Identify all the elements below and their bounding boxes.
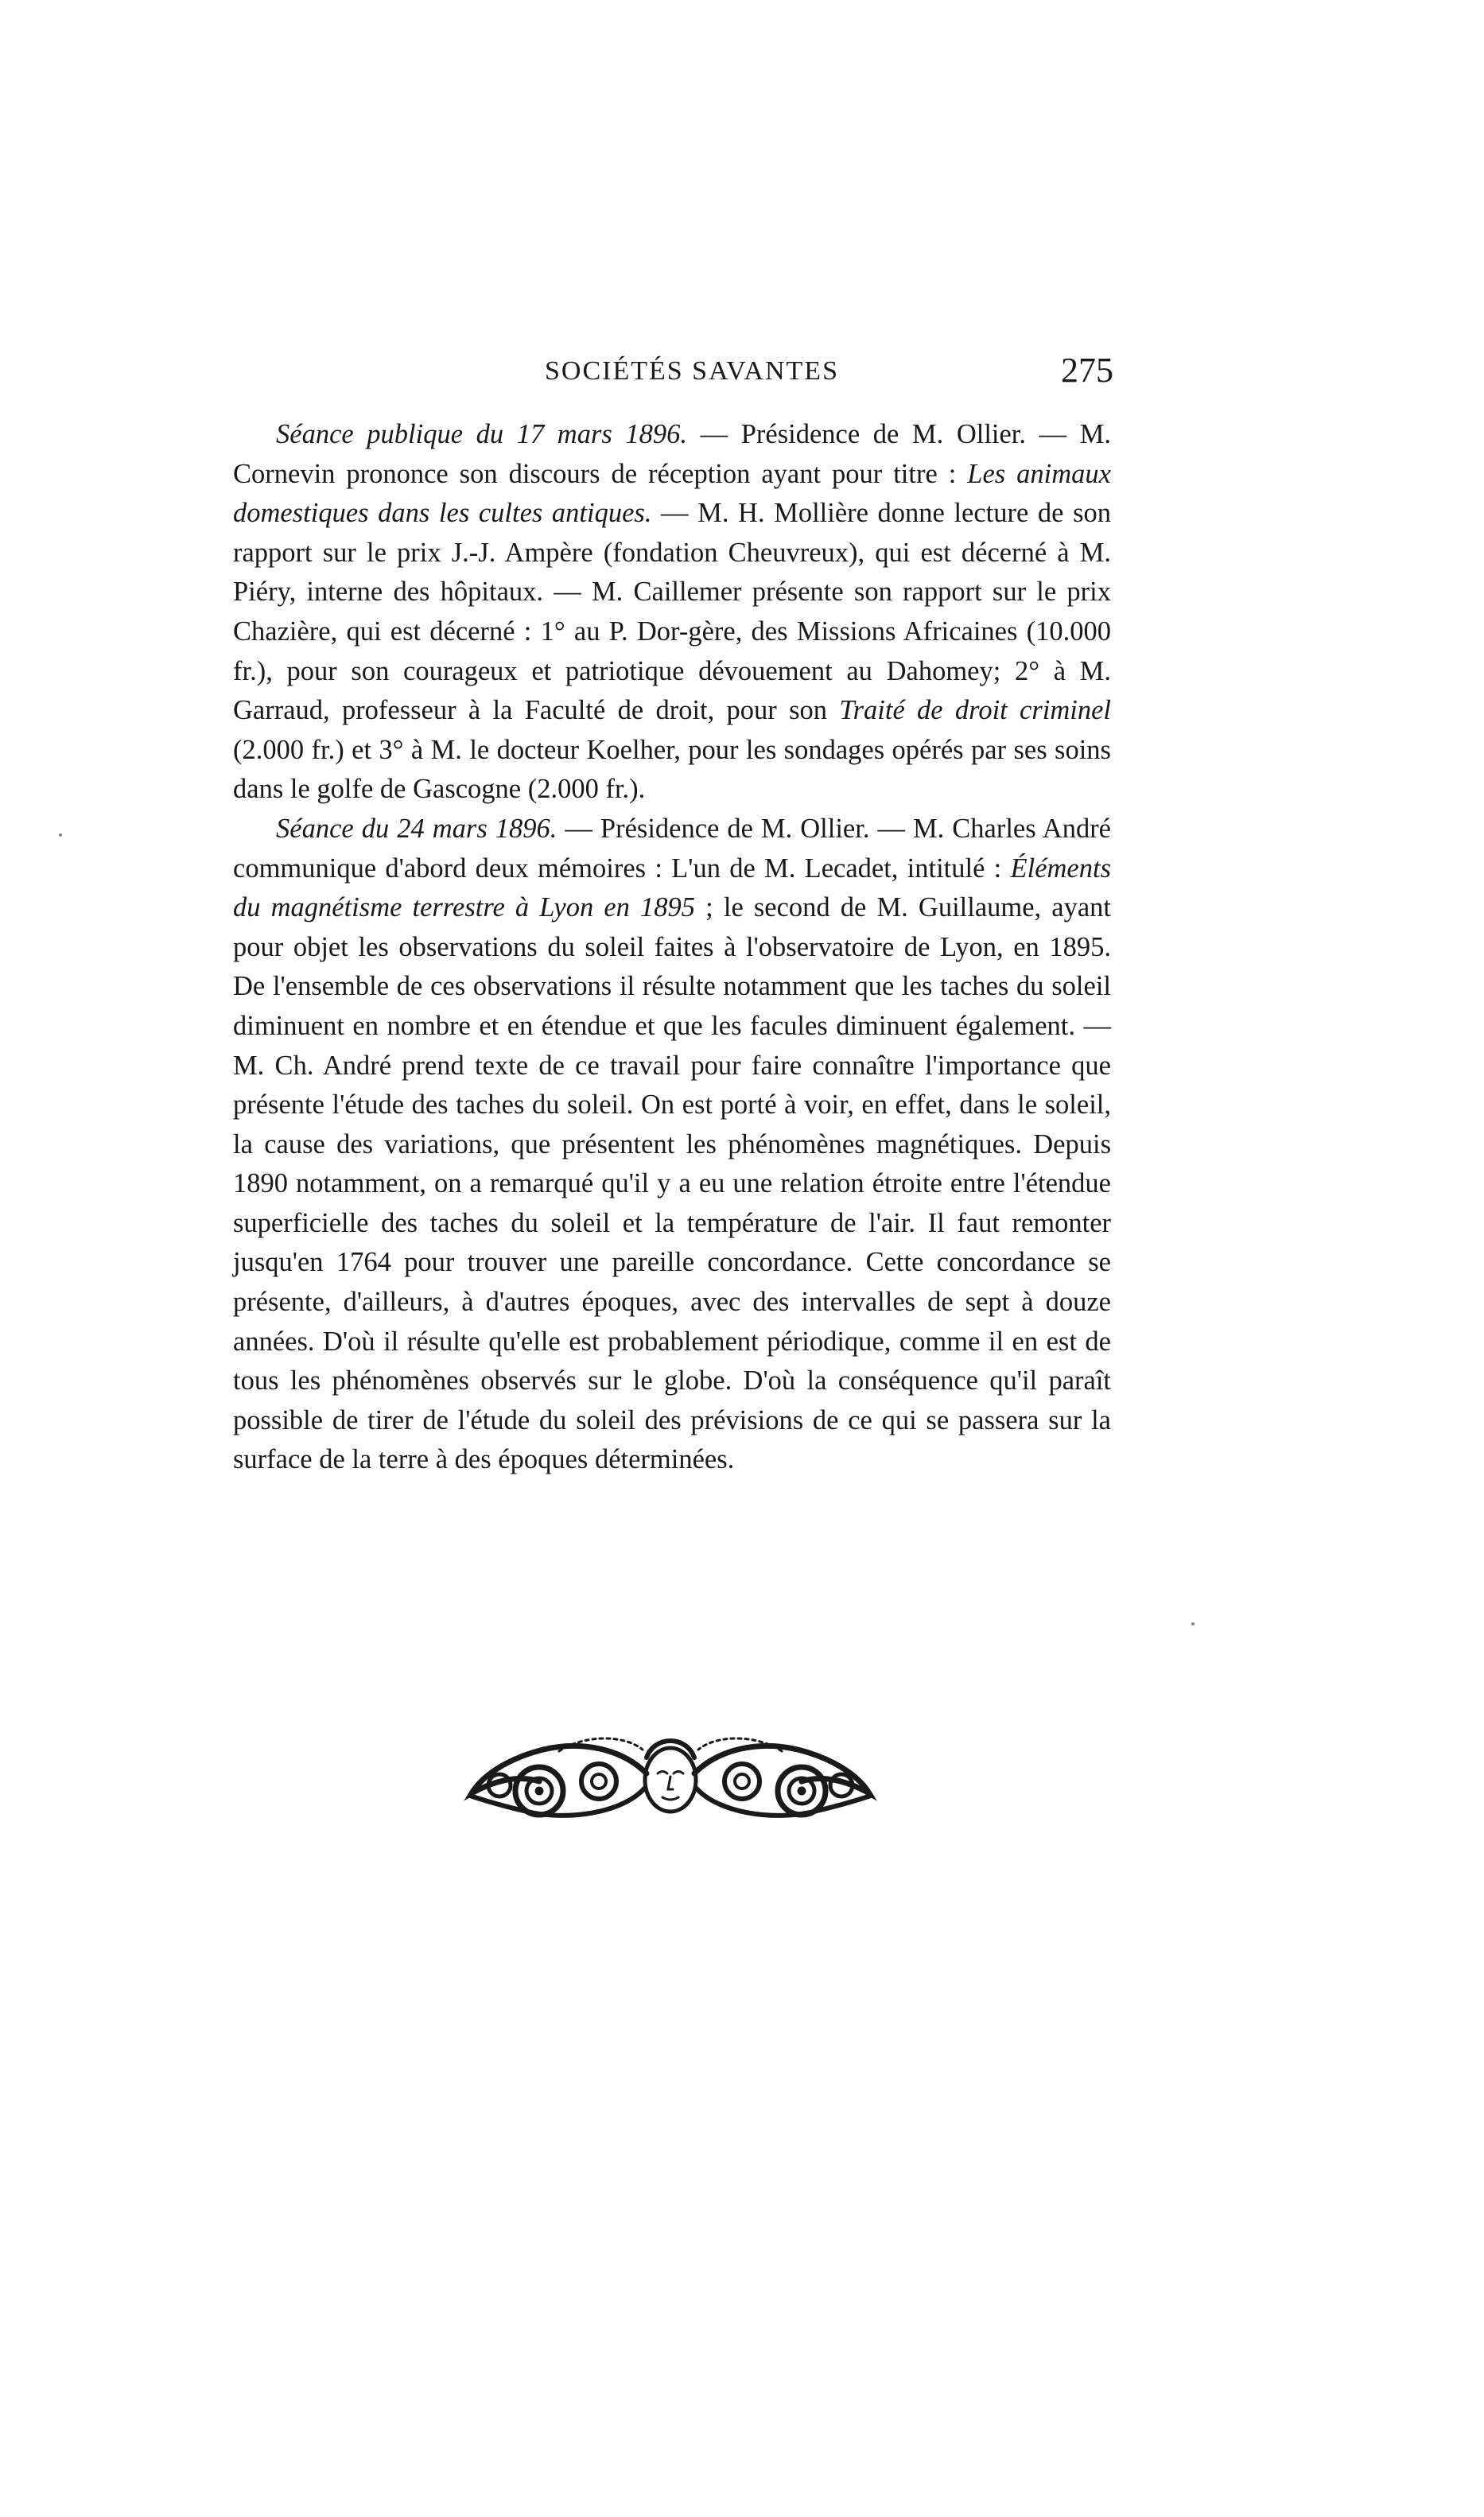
stray-mark bbox=[59, 833, 62, 837]
running-title: SOCIÉTÉS SAVANTES bbox=[545, 356, 839, 386]
paragraph-seance-24-mars bbox=[233, 810, 1111, 1480]
paragraph-seance-17-mars bbox=[233, 415, 1111, 810]
work-title: Traité de droit criminel bbox=[839, 695, 1112, 726]
body-text bbox=[233, 415, 1111, 1480]
stray-mark bbox=[1191, 1622, 1195, 1626]
work-title: Éléments du magnétisme terrestre à Lyon en 1895 bbox=[233, 853, 1111, 923]
text-run: — Présidence de M. Ollier. — M. Cornevin prononce son discours de réception ayant pour titre : bbox=[233, 419, 1111, 489]
text-run: ; le second de M. Guillaume, ayant pour objet les observations du soleil faites à l'observatoire de Lyon, en 1895. De l'ensemble de ces observations il résulte notamment que les taches du soleil diminuent en nombre et en étendue et que les facules diminuent également. — M. Ch. André prend texte de ce travail pour faire connaître l'importance que présente l'étude des taches du soleil. On est porté à voir, en effet, dans le soleil, la cause des variations, que présentent les phénomènes magnétiques. Depuis 1890 notamment, on a remarqué qu'il y a eu une relation étroite entre l'étendue superficielle des taches du soleil et la température de l'air. Il faut remonter jusqu'en 1764 pour trouver une pareille concordance. Cette concordance se présente, d'ailleurs, à d'autres époques, avec des intervalles de sept à douze années. D'où il résulte qu'elle est probablement périodique, comme il en est de tous les phénomènes observés sur le globe. D'où la conséquence qu'il paraît possible de tirer de l'étude du soleil des prévisions de ce qui se passera sur la surface de la terre à des époques déterminées. bbox=[233, 892, 1111, 1475]
text-run: (2.000 fr.) et 3° à M. le docteur Koelher, pour les sondages opérés par ses soins dans le golfe de Gascogne (2.000 fr.). bbox=[233, 734, 1111, 805]
work-title: Les animaux domestiques dans les cultes antiques. bbox=[233, 458, 1111, 529]
text-run: — M. H. Mollière donne lecture de son rapport sur le prix J.-J. Ampère (fondation Cheuvreux), qui est décerné à M. Piéry, interne des hôpitaux. — M. Caillemer présente son rapport sur le prix Chazière, qui est décerné : 1° au P. Dor-gère, des Missions Africaines (10.000 fr.), pour son courageux et patriotique dévouement au Dahomey; 2° à M. Garraud, professeur à la Faculté de droit, pour son bbox=[233, 498, 1111, 726]
session-date: Séance du 24 mars 1896. bbox=[276, 813, 557, 844]
face-scroll-ornament-icon bbox=[464, 1718, 877, 1829]
text-run: — Présidence de M. Ollier. — M. Charles André communique d'abord deux mémoires : L'un de M. Lecadet, intitulé : bbox=[233, 813, 1111, 884]
page-header bbox=[270, 351, 1113, 404]
page-number: 275 bbox=[1061, 351, 1113, 390]
session-date: Séance publique du 17 mars 1896. bbox=[276, 419, 688, 449]
